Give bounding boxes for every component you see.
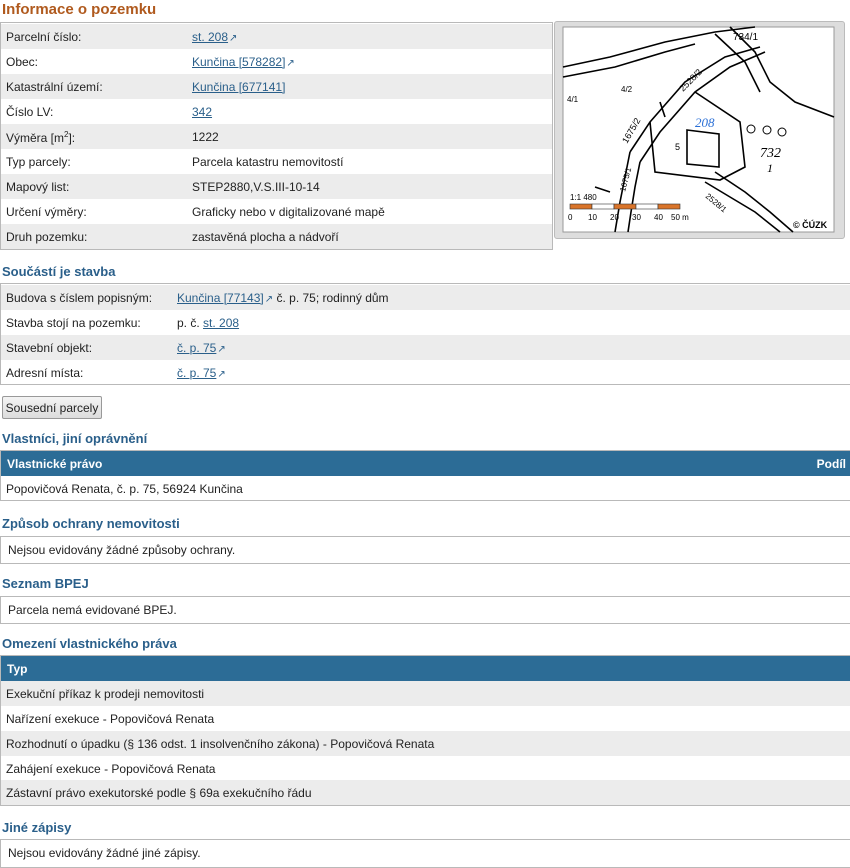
building-row-on-parcel: Stavba stojí na pozemku: p. č. st. 208 xyxy=(6,316,240,330)
owners-header: Vlastnické právo Podíl xyxy=(1,451,850,476)
building-row-house: Budova s číslem popisným: Kunčina [77143]↗ č. p. 75; rodinný dům xyxy=(1,285,850,310)
owners-section-title: Vlastníci, jiní oprávnění xyxy=(2,431,148,446)
restrictions-table xyxy=(0,655,850,806)
building-row-address: Adresní místa: č. p. 75↗ xyxy=(6,366,226,380)
parcel-row-land-type: Druh pozemku: zastavěná plocha a nádvoří xyxy=(1,224,552,249)
svg-text:50 m: 50 m xyxy=(671,213,689,222)
protection-section-title: Způsob ochrany nemovitosti xyxy=(2,516,180,531)
other-box: Nejsou evidovány žádné jiné zápisy. xyxy=(0,839,850,868)
svg-text:30: 30 xyxy=(632,213,641,222)
other-section-title: Jiné zápisy xyxy=(2,820,72,835)
owners-table xyxy=(0,450,850,501)
building-section-title: Součástí je stavba xyxy=(2,264,116,279)
svg-text:2528/1: 2528/1 xyxy=(703,191,729,215)
map-scale-label: 1:1 480 xyxy=(570,193,597,202)
cadastral-area-link[interactable]: Kunčina [677141] xyxy=(192,80,286,94)
parcel-row-number: Parcelní číslo: st. 208↗ xyxy=(1,24,552,49)
parcel-row-area-method: Určení výměry: Graficky nebo v digitalizované mapě xyxy=(6,205,385,219)
restrictions-header: Typ xyxy=(1,656,850,681)
building-parcel-link[interactable]: st. 208 xyxy=(203,316,240,330)
parcel-row-type: Typ parcely: Parcela katastru nemovitostí xyxy=(6,155,344,169)
svg-text:4/2: 4/2 xyxy=(621,85,633,94)
restriction-row: Zahájení exekuce - Popovičová Renata xyxy=(6,762,216,776)
svg-text:4/1: 4/1 xyxy=(567,95,579,104)
svg-text:5: 5 xyxy=(675,142,681,152)
svg-text:0: 0 xyxy=(568,213,573,222)
parcel-row-lv: Číslo LV: 342 xyxy=(6,105,213,119)
parcel-row-area: Výměra $[m^2]$: 1222 xyxy=(1,124,552,149)
external-link-icon[interactable]: ↗ xyxy=(229,33,238,44)
municipality-link[interactable]: Kunčina [578282] xyxy=(192,55,286,69)
restriction-row: Exekuční příkaz k prodeji nemovitosti xyxy=(1,681,850,706)
restriction-row: Rozhodnutí o úpadku (§ 136 odst. 1 insolvenčního zákona) - Popovičová Renata xyxy=(1,731,850,756)
cadastral-map-thumbnail[interactable] xyxy=(554,21,845,239)
owner-row: Popovičová Renata, č. p. 75, 56924 Kunčina xyxy=(6,482,243,496)
neighboring-parcels-button[interactable]: Sousední parcely xyxy=(2,396,102,419)
restriction-row: Nařízení exekuce - Popovičová Renata xyxy=(6,712,215,726)
parcel-row-cadastral-area: Katastrální území: Kunčina [677141] xyxy=(1,74,552,99)
external-link-icon[interactable]: ↗ xyxy=(264,294,274,305)
cuzk-copyright: © ČÚZK xyxy=(793,220,828,230)
bpej-box: Parcela nemá evidované BPEJ. xyxy=(0,596,850,624)
restriction-row: Zástavní právo exekutorské podle § 69a exekučního řádu xyxy=(1,780,850,805)
building-row-object: Stavební objekt: č. p. 75↗ xyxy=(1,335,850,360)
svg-text:1675/1: 1675/1 xyxy=(618,166,634,193)
building-village-link[interactable]: Kunčina [77143] xyxy=(177,291,264,305)
parcel-row-municipality: Obec: Kunčina [578282]↗ xyxy=(6,55,295,69)
external-link-icon[interactable]: ↗ xyxy=(217,369,226,380)
bpej-section-title: Seznam BPEJ xyxy=(2,576,89,591)
protection-box: Nejsou evidovány žádné způsoby ochrany. xyxy=(0,536,850,564)
restrictions-section-title: Omezení vlastnického práva xyxy=(2,636,177,651)
page-title: Informace o pozemku xyxy=(2,1,157,18)
svg-text:1675/2: 1675/2 xyxy=(620,116,643,145)
external-link-icon[interactable]: ↗ xyxy=(286,58,295,69)
parcel-number-link[interactable]: st. 208 xyxy=(192,30,229,44)
svg-text:1: 1 xyxy=(767,161,773,175)
building-table xyxy=(0,283,850,385)
svg-text:734/1: 734/1 xyxy=(733,32,759,43)
parcel-info-table xyxy=(0,22,553,250)
svg-text:208: 208 xyxy=(695,115,715,130)
external-link-icon[interactable]: ↗ xyxy=(217,344,226,355)
building-object-link[interactable]: č. p. 75 xyxy=(177,341,217,355)
svg-text:10: 10 xyxy=(588,213,597,222)
svg-text:20: 20 xyxy=(610,213,619,222)
address-point-link[interactable]: č. p. 75 xyxy=(177,366,217,380)
map-drawing xyxy=(555,22,844,238)
svg-text:2528/2: 2528/2 xyxy=(677,66,704,94)
lv-number-link[interactable]: 342 xyxy=(192,105,213,119)
svg-text:40: 40 xyxy=(654,213,663,222)
parcel-row-map-sheet: Mapový list: STEP2880,V.S.III-10-14 xyxy=(1,174,552,199)
svg-text:732: 732 xyxy=(760,146,781,161)
